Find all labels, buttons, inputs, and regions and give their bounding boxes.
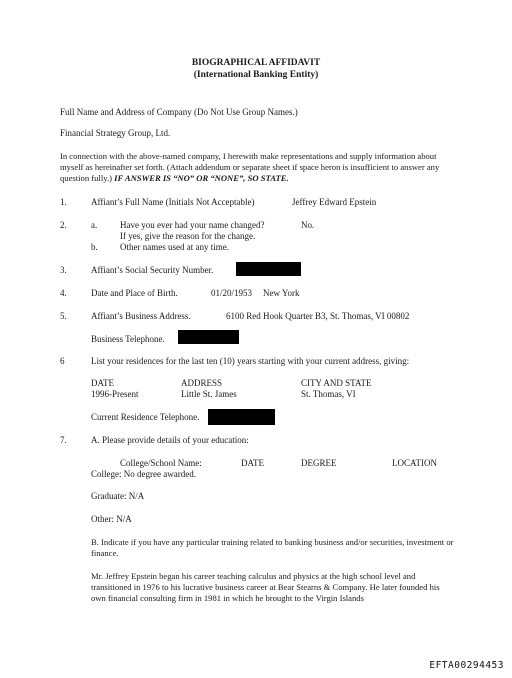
item-2b-letter: b. — [91, 242, 98, 252]
intro-emphasis: IF ANSWER IS “NO” OR “NONE”, SO STATE. — [114, 173, 289, 183]
document-subtitle: (International Banking Entity) — [193, 70, 319, 80]
residence-col-address: ADDRESS — [181, 378, 223, 388]
residence-row-date: 1996-Present — [91, 389, 139, 399]
residence-row-city: St. Thomas, VI — [301, 389, 356, 399]
redaction-box-residence-phone — [208, 409, 275, 425]
residence-row-address: Little St. James — [181, 389, 237, 399]
item-7-number: 7. — [60, 435, 67, 445]
item-1-label: Affiant’s Full Name (Initials Not Acceptable) — [91, 197, 255, 207]
item-2a-value: No. — [301, 220, 315, 230]
redaction-box-business-phone — [178, 330, 239, 344]
item-4-place: New York — [263, 288, 300, 298]
item-4-date: 01/20/1953 — [211, 288, 253, 298]
education-col-date: DATE — [241, 458, 264, 468]
item-2b-label: Other names used at any time. — [120, 242, 229, 252]
item-2a-letter: a. — [91, 220, 98, 230]
business-phone-label: Business Telephone. — [91, 334, 165, 344]
item-3-label: Affiant’s Social Security Number. — [91, 265, 214, 275]
intro-text: In connection with the above-named company, I herewith make representations and supply information about myself as hereinafter set forth. (Attach addendum or separate sheet if space heron is insufficient to answer any question fully.) — [60, 151, 440, 183]
residence-col-city: CITY AND STATE — [301, 378, 372, 388]
item-2a-subtext: If yes, give the reason for the change. — [120, 231, 256, 241]
intro-paragraph — [60, 151, 456, 184]
education-col-degree: DEGREE — [301, 458, 337, 468]
education-graduate: Graduate: N/A — [91, 491, 145, 501]
item-5-label: Affiant’s Business Address. — [91, 311, 191, 321]
item-6-number: 6 — [60, 356, 65, 366]
bates-number: EFTA00294453 — [429, 660, 504, 671]
document-title: BIOGRAPHICAL AFFIDAVIT — [191, 58, 321, 68]
company-label: Full Name and Address of Company (Do Not Use Group Names.) — [60, 107, 298, 117]
education-col-school: College/School Name: — [120, 458, 202, 468]
item-2a-label: Have you ever had your name changed? — [120, 220, 265, 230]
item-4-label: Date and Place of Birth. — [91, 288, 178, 298]
item-6-label: List your residences for the last ten (10) years starting with your current address, giving: — [91, 356, 410, 366]
item-1-number: 1. — [60, 197, 67, 207]
item-7b-text: Mr. Jeffrey Epstein began his career teaching calculus and physics at the high school level and transitioned in 1976 to his lucrative business career at Bear Stearns & Company. He later founded his own financial consulting firm in 1981 in which he brought to the Virgin Islands — [91, 571, 440, 603]
residence-phone-label: Current Residence Telephone. — [91, 412, 200, 422]
education-col-location: LOCATION — [392, 458, 437, 468]
item-2-number: 2. — [60, 220, 67, 230]
residence-col-date: DATE — [91, 378, 114, 388]
item-5-address: 6100 Red Hook Quarter B3, St. Thomas, VI 00802 — [226, 311, 410, 321]
item-5-number: 5. — [60, 311, 67, 321]
item-3-number: 3. — [60, 265, 67, 275]
education-other: Other: N/A — [91, 514, 132, 524]
item-4-number: 4. — [60, 288, 67, 298]
company-name: Financial Strategy Group, Ltd. — [60, 128, 171, 138]
item-7b-label: B. Indicate if you have any particular training related to banking business and/or securities, investment or finance. — [91, 537, 454, 558]
redaction-box-ssn — [236, 262, 301, 276]
item-7a-label: A. Please provide details of your education: — [91, 435, 249, 445]
education-college: College: No degree awarded. — [91, 469, 196, 479]
item-1-value: Jeffrey Edward Epstein — [292, 197, 377, 207]
